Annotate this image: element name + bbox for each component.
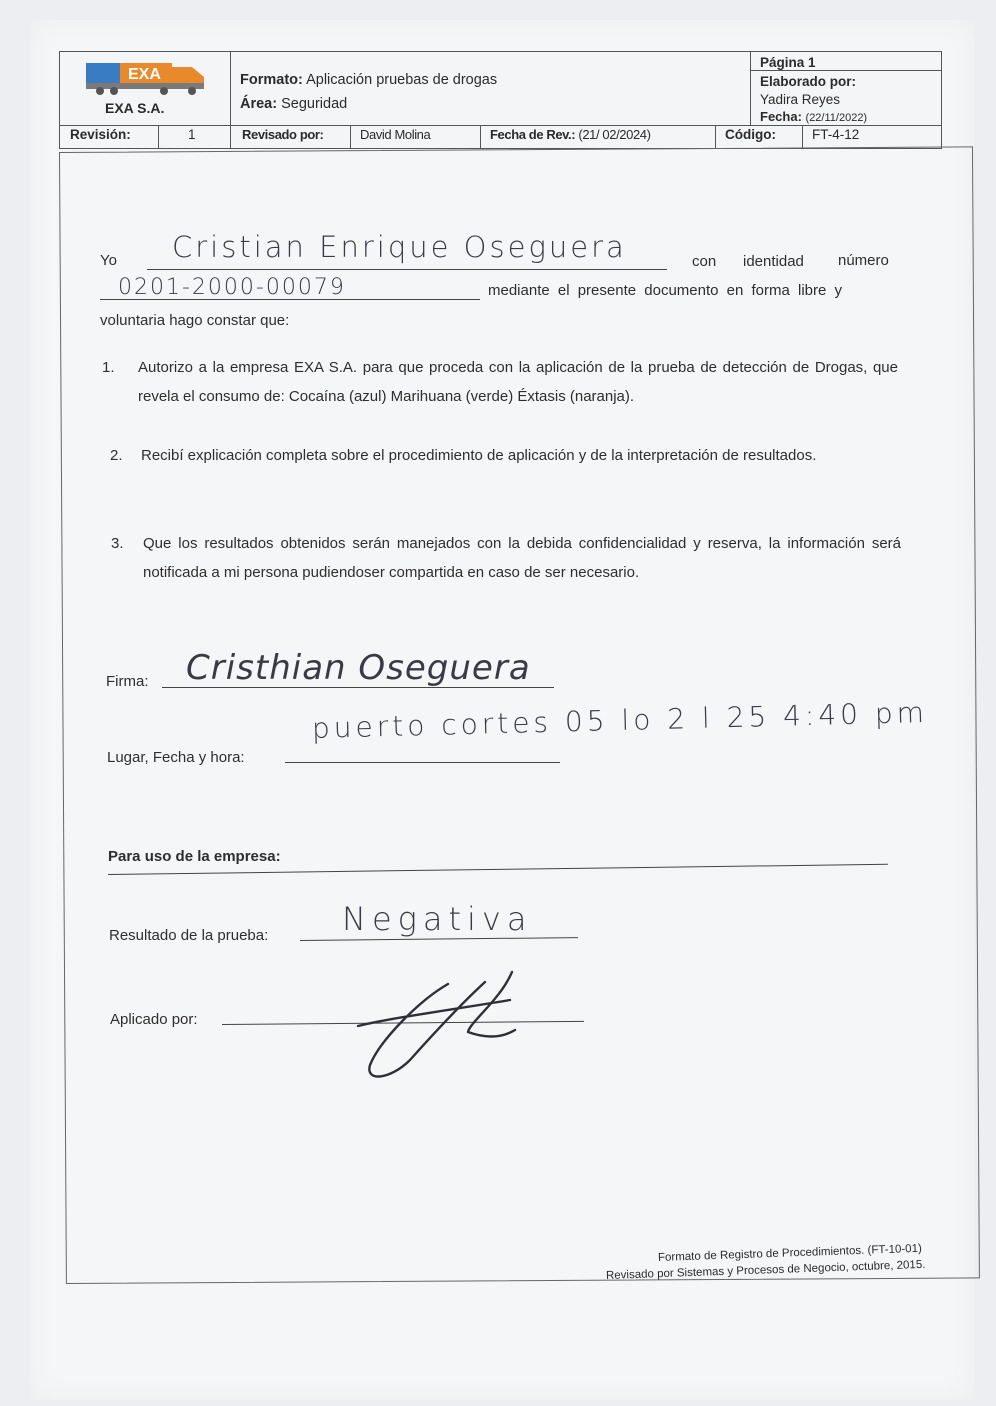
revision-value: 1: [188, 127, 196, 142]
voluntaria-text: voluntaria hago constar que:: [100, 312, 290, 329]
revisado-value: David Molina: [360, 127, 431, 142]
footer-line-2: Revisado por Sistemas y Procesos de Negocio, octubre, 2015.: [605, 1258, 926, 1282]
yo-label: Yo: [100, 252, 117, 269]
resultado-label: Resultado de la prueba:: [109, 927, 269, 944]
elaborado-label: Elaborado por:: [760, 74, 857, 89]
fecha: Fecha: (22/11/2022): [760, 109, 868, 124]
list-item-3: 3. Que los resultados obtenidos serán manejados con la debida confidencialidad y reserva, la información será notificada a mi persona pudiendoser compartida en caso de ser necesario.: [111, 535, 901, 581]
exa-logo: [80, 57, 220, 97]
svg-text:EXA: EXA: [128, 66, 161, 83]
numero-label: número: [838, 252, 889, 269]
fecha-rev: Fecha de Rev.: (21/ 02/2024): [490, 127, 651, 142]
revision-label: Revisión:: [70, 127, 131, 142]
id-handwritten: 0201-2000-00079: [118, 275, 346, 300]
signature: Cristhian Oseguera: [186, 648, 531, 688]
area-title: Área: Seguridad: [240, 96, 348, 112]
page-number: Página 1: [760, 55, 816, 70]
aplicado-signature: [340, 960, 540, 1090]
resultado-handwritten: Negativa: [342, 900, 533, 938]
elaborado-value: Yadira Reyes: [760, 92, 841, 107]
codigo-label: Código:: [725, 127, 776, 142]
format-title: Formato: Aplicación pruebas de drogas: [240, 72, 498, 88]
form-header: [59, 51, 942, 149]
lugar-label: Lugar, Fecha y hora:: [107, 749, 245, 766]
list-item-2: 2. Recibí explicación completa sobre el procedimiento de aplicación y de la interpretación de resultados.: [110, 447, 817, 464]
con-label: con: [692, 253, 717, 270]
identidad-label: identidad: [743, 253, 804, 270]
lugar-handwritten: puerto cortes 05 lo 2 l 25 4:40 pm: [311, 695, 929, 745]
empresa-title: Para uso de la empresa:: [108, 848, 281, 865]
name-handwritten: Cristian Enrique Oseguera: [172, 230, 627, 264]
lugar-line: [285, 762, 560, 763]
revisado-label: Revisado por:: [242, 127, 324, 142]
company-name: EXA S.A.: [105, 100, 165, 116]
firma-label: Firma:: [106, 673, 149, 690]
name-line: [147, 269, 667, 270]
codigo-value: FT-4-12: [812, 127, 860, 142]
footer-line-1: Formato de Registro de Procedimientos. (FT-10-01): [657, 1242, 923, 1264]
list-item-1: 1. Autorizo a la empresa EXA S.A. para que proceda con la aplicación de la prueba de detección de Drogas, que revela el consumo de: Cocaína (azul) Marihuana (verde) Éxtasis (naranja).: [102, 359, 898, 405]
aplicado-label: Aplicado por:: [110, 1011, 198, 1028]
mediante-text: mediante el presente documento en forma libre y: [488, 282, 843, 299]
